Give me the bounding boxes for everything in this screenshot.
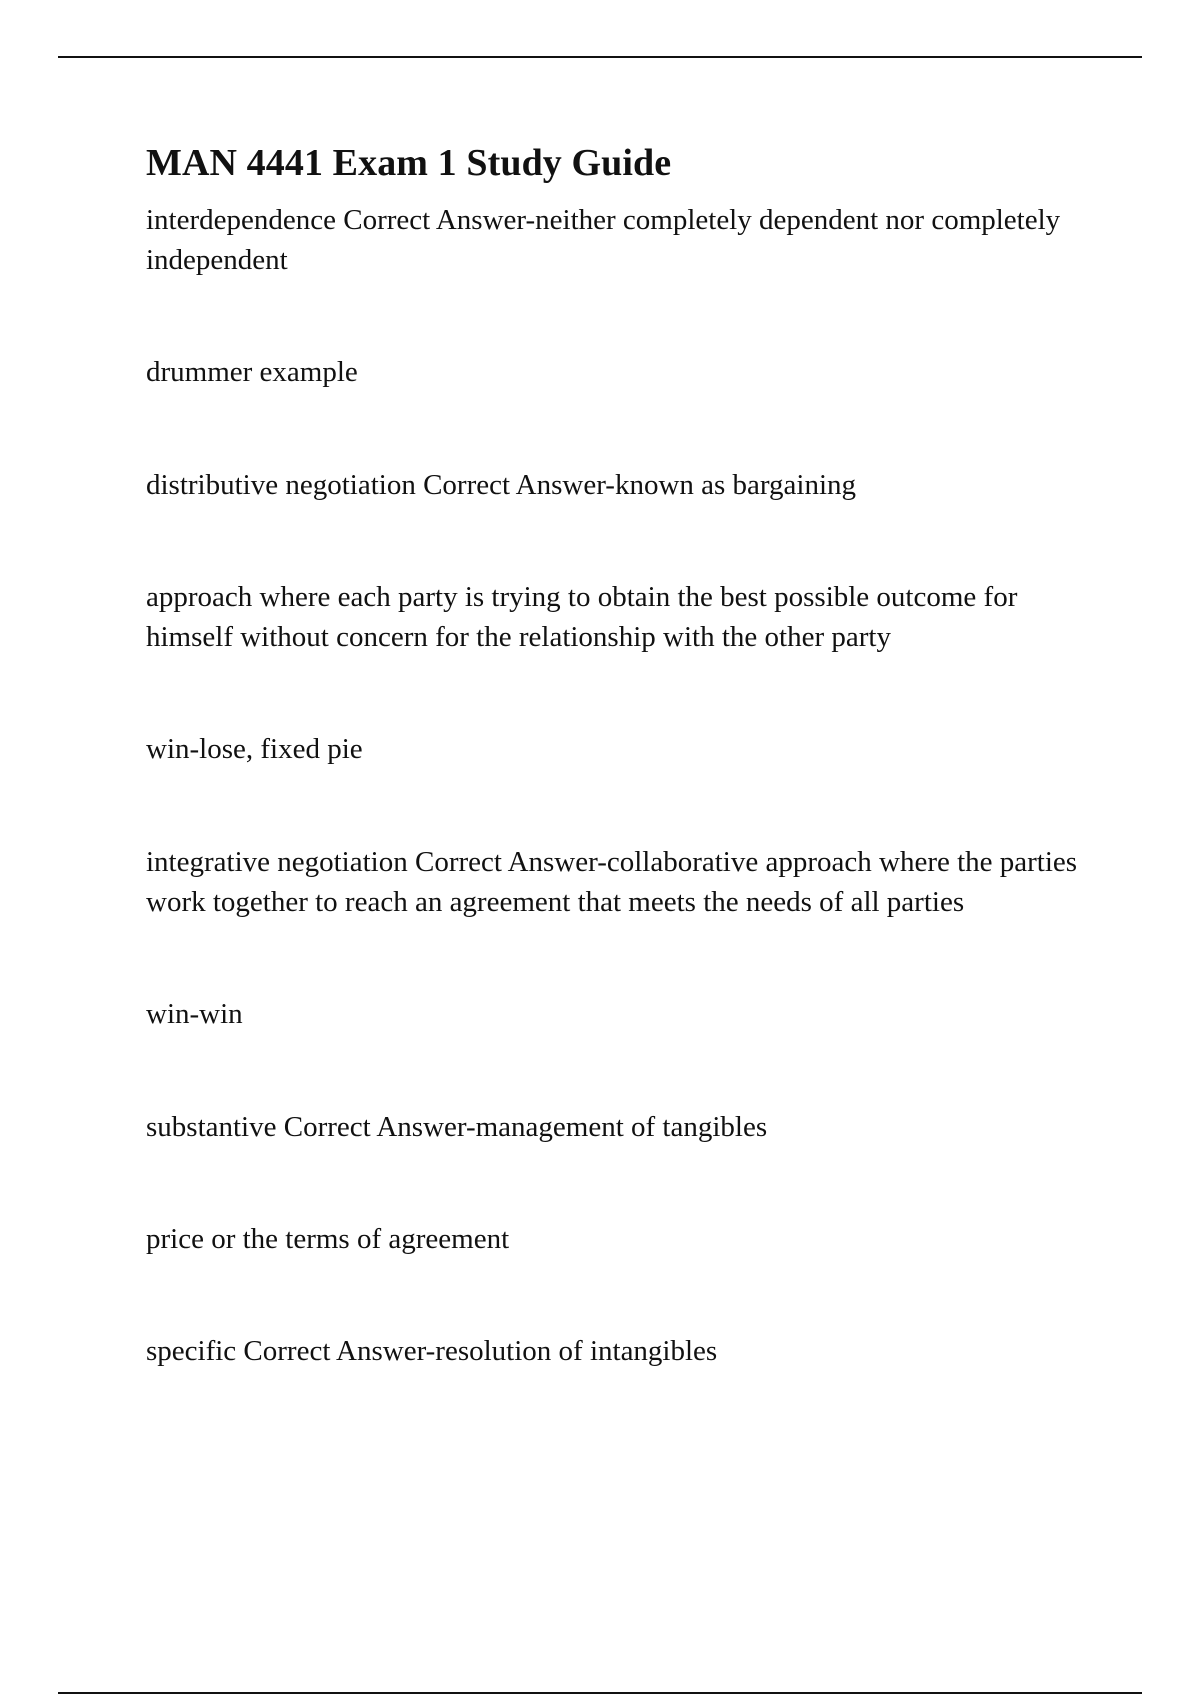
paragraph-distributive-negotiation: distributive negotiation Correct Answer-known as bargaining [146, 469, 857, 501]
paragraph-integrative-negotiation: integrative negotiation Correct Answer-collaborative approach where the parties work together to reach an agreement that meets the needs of all parties [146, 846, 1078, 918]
top-rule [58, 56, 1142, 58]
document-title: MAN 4441 Exam 1 Study Guide [146, 142, 672, 184]
paragraph-win-lose: win-lose, fixed pie [146, 733, 363, 765]
paragraph-specific: specific Correct Answer-resolution of intangibles [146, 1335, 718, 1367]
paragraph-price-terms: price or the terms of agreement [146, 1223, 510, 1255]
bottom-rule [58, 1692, 1142, 1694]
paragraph-interdependence: interdependence Correct Answer-neither completely dependent nor completely independent [146, 204, 1061, 276]
paragraph-substantive: substantive Correct Answer-management of tangibles [146, 1111, 768, 1143]
document-body [146, 140, 1086, 1371]
paragraph-win-win: win-win [146, 998, 243, 1030]
paragraph-drummer-example: drummer example [146, 356, 358, 388]
paragraph-approach: approach where each party is trying to obtain the best possible outcome for himself without concern for the relationship with the other party [146, 581, 1018, 653]
